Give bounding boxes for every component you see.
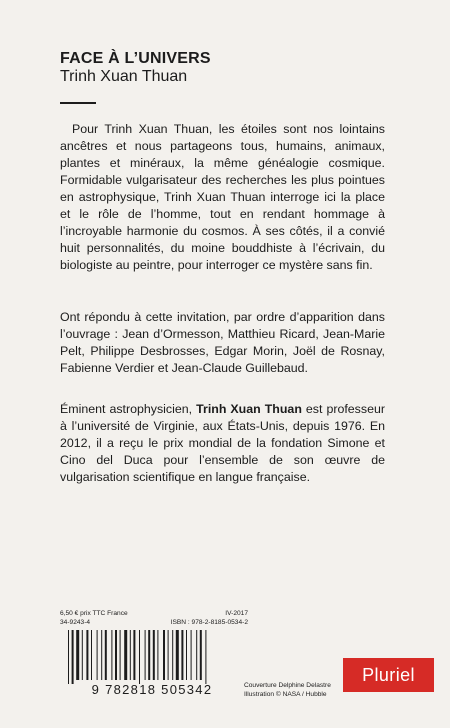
cover-credit: Couverture Delphine Delastre <box>244 682 331 689</box>
barcode-bar <box>97 630 98 680</box>
barcode-bar <box>172 630 173 680</box>
bio-intro: Éminent astrophysicien, <box>60 402 197 416</box>
cover-credits <box>244 681 331 699</box>
bio-text: est professeur à l’université de Virginie, aux États-Unis, depuis 1976. En 2012, il a reçu le prix mondial de la fondation Simone et Cino del Duca pour l’ensemble de son œuvre de vulgarisation scientifique en langue française. <box>60 402 385 484</box>
title-divider <box>60 102 96 104</box>
author-name: Trinh Xuan Thuan <box>60 68 188 85</box>
summary-paragraph: Pour Trinh Xuan Thuan, les étoiles sont nos lointains ancêtres et nous partageons tous, humains, animaux, plantes et minéraux, la même généalogie cosmique. Formidable vulgarisateur des recherches les plus pointues en astrophysique, Trinh Xuan Thuan interroge ici la place et le rôle de l’homme, tout en rendant hommage à l’incroyable harmonie du cosmos. À ses côtés, il a convié huit personnalités, du moine bouddhiste à l’écrivain, du biologiste au peintre, pour interroger ce mystère sans fin. <box>60 122 385 272</box>
bio-author-name: Trinh Xuan Thuan <box>196 402 302 416</box>
barcode-bar <box>72 630 74 684</box>
barcode-bar <box>133 630 135 680</box>
barcode-bar <box>191 630 192 680</box>
barcode-bar <box>186 630 187 680</box>
barcode-bar <box>111 630 112 680</box>
barcode-bar <box>68 630 69 684</box>
barcode-bars <box>68 630 206 684</box>
barcode-bar <box>153 630 155 680</box>
price-label: 6,50 € prix TTC France <box>60 610 128 617</box>
barcode-bar <box>76 630 79 680</box>
barcode-bar <box>145 630 146 680</box>
barcode-bar <box>101 630 102 680</box>
barcode-bar <box>200 630 202 680</box>
barcode-bar <box>163 630 165 680</box>
barcode-graphic <box>58 628 246 696</box>
barcode-bar <box>120 630 121 680</box>
barcode <box>58 628 246 696</box>
price-info <box>60 609 248 627</box>
price-line <box>60 609 248 618</box>
contributors-paragraph: Ont répondu à cette invitation, par ordre d’apparition dans l’ouvrage : Jean d’Ormesson, Matthieu Ricard, Jean-Marie Pelt, Philippe Desbrosses, Edgar Morin, Joël de Rosnay, Fabienne Verdier et Jean-Claude Guillebaud. <box>60 310 385 375</box>
publisher-logo: Pluriel <box>343 658 434 692</box>
barcode-bar <box>168 630 169 680</box>
isbn-line <box>60 618 248 627</box>
barcode-bar <box>205 630 206 684</box>
book-title: FACE À L’UNIVERS <box>60 50 211 67</box>
barcode-bar <box>130 630 131 680</box>
author-bio <box>60 401 385 486</box>
illustration-credit: Illustration © NASA / Hubble <box>244 691 327 698</box>
isbn: ISBN : 978-2-8185-0534-2 <box>170 619 248 626</box>
barcode-bar <box>91 630 92 680</box>
product-code: 34-9243-4 <box>60 619 91 626</box>
print-date: IV-2017 <box>225 610 248 617</box>
barcode-bar <box>82 630 83 680</box>
barcode-bar <box>148 630 150 680</box>
barcode-number: 9 782818 505342 <box>91 682 213 696</box>
barcode-bar <box>124 630 127 680</box>
barcode-bar <box>115 630 117 680</box>
barcode-bar <box>105 630 107 680</box>
barcode-bar <box>181 630 183 680</box>
barcode-bar <box>139 630 140 684</box>
barcode-bar <box>196 630 197 680</box>
barcode-bar <box>157 630 158 680</box>
barcode-bar <box>86 630 88 680</box>
barcode-bar <box>176 630 179 680</box>
